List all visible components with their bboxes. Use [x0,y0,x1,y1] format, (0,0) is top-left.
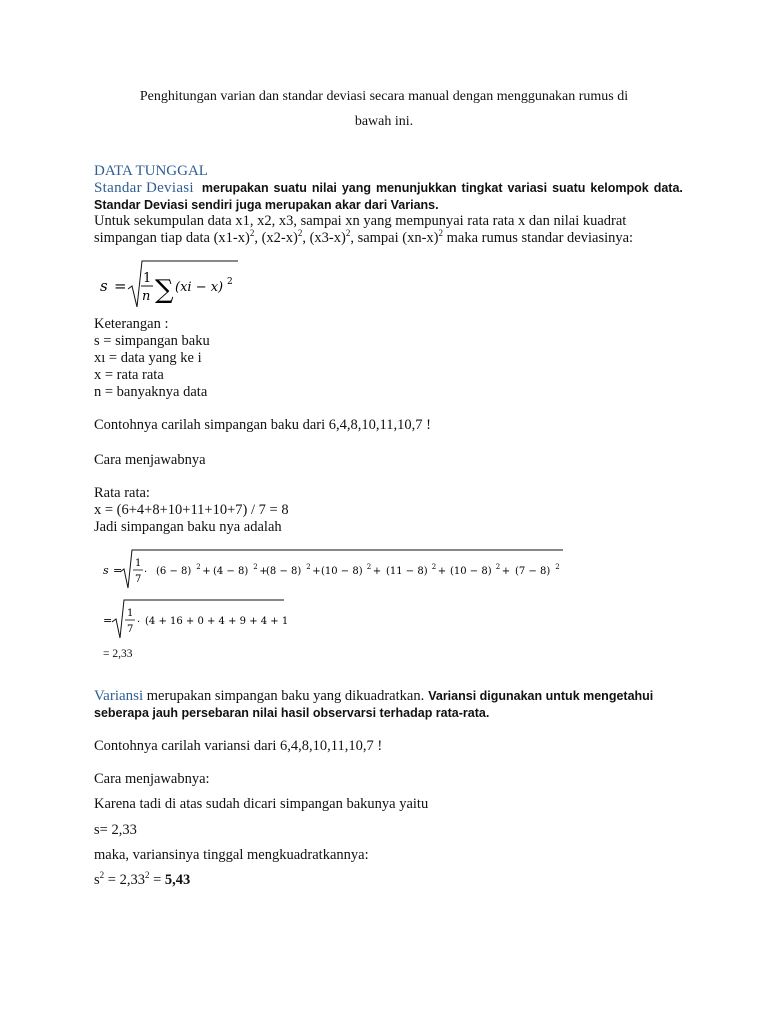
std-dev-term: Standar Deviasi [94,180,194,196]
cara1-text: Cara menjawabnya [94,452,206,468]
intro-line2 [94,230,633,247]
formula-eq: = [114,277,127,295]
formula-s: s [100,277,108,295]
intro-seg-b: , (x2-x) [254,230,298,246]
final-mid: = 2,33 [104,872,145,888]
intro-seg-a: simpangan tiap data (x1-x) [94,230,250,246]
cara2-text: Cara menjawabnya: [94,771,210,787]
calc-term: (7 − 8) [515,566,551,577]
example1-text: Contohnya carilah simpangan baku dari 6,4,8,10,11,10,7 ! [94,417,431,433]
calc-term: (10 − 8) [321,566,363,577]
calc-result: = 2,33 [103,648,133,660]
calc-term-pow: 2 [495,563,501,571]
final-sup: 2 [99,870,105,881]
page-title-line1: Penghitungan varian dan standar deviasi secara manual dengan menggunakan rumus di [139,89,629,104]
variansi-definition-line2: seberapa jauh persebaran nilai hasil observarsi terhadap rata-rata. [94,706,490,720]
calc-eq: = [113,564,123,577]
rata-calc: x = (6+4+8+10+11+10+7) / 7 = 8 [94,502,289,518]
keterangan-item: n = banyaknya data [94,384,208,400]
calc-plus: + [372,566,382,577]
keterangan-item: x = rata rata [94,367,164,383]
calc-term: (6 − 8) [156,566,192,577]
final-sup2: 2 [144,870,150,881]
intro-seg-c: , (x3-x) [302,230,346,246]
sup: 2 [297,228,303,239]
variansi-term: Variansi [94,688,144,704]
calc-plus: + [501,566,511,577]
std-dev-definition-line2: Standar Deviasi sendiri juga merupakan akar dari Varians. [94,198,439,212]
variansi-definition: merupakan simpangan baku yang dikuadratkan. [143,688,425,704]
intro-seg-e: maka rumus standar deviasinya: [443,230,634,246]
calc-dot: · [144,567,148,578]
calc-term-pow: 2 [555,563,560,571]
calc-seven: 7 [135,574,142,585]
keterangan-item: s = simpangan baku [94,333,210,349]
calc-s: s [103,564,109,577]
calc-terms [156,563,560,577]
formula-sigma: ∑ [155,275,174,305]
final-result: 5,43 [164,872,191,888]
formula-n: n [142,289,151,304]
calc-plus: + [202,566,211,577]
calc-plus: + [259,566,268,577]
keterangan-heading: Keterangan : [94,316,169,332]
rata-heading: Rata rata: [94,485,150,501]
final-eq: = [149,872,165,888]
sup: 2 [438,228,444,239]
calc-term-pow: 2 [196,563,201,571]
calc-term: (4 − 8) [213,566,249,577]
section-heading: DATA TUNGGAL [94,163,208,179]
std-dev-definition: merupakan suatu nilai yang menunjukkan tingkat variasi suatu kelompok data. [201,181,683,195]
calc-term-pow: 2 [366,563,372,571]
formula-one: 1 [143,271,152,286]
intro-line1: Untuk sekumpulan data x1, x2, x3, sampai xn yang mempunyai rata rata x dan nilai kuadrat [94,213,627,229]
calc-term-pow: 2 [306,563,311,571]
std-dev-calc-line2 [98,596,298,640]
variansi-definition-line1 [94,687,653,705]
calc-term-pow: 2 [253,563,258,571]
jadi-text: Jadi simpangan baku nya adalah [94,519,282,535]
std-dev-formula [96,255,246,311]
std-dev-calc-line1 [98,546,570,592]
calc-term-pow: 2 [431,563,437,571]
karena-text: Karena tadi di atas sudah dicari simpangan bakunya yaitu [94,796,429,812]
calc2-seven: 7 [127,624,134,635]
variansi-definition-bold: Variansi digunakan untuk mengetahui [428,689,654,703]
calc-plus: + [312,566,321,577]
calc2-eq: = [103,614,113,627]
std-dev-definition-line1 [94,179,683,197]
final-equation [94,872,190,889]
formula-body: (xi − x) [175,280,224,295]
calc-term: (10 − 8) [450,566,492,577]
maka-text: maka, variansinya tinggal mengkuadratkannya: [94,847,369,863]
calc-plus: + [437,566,447,577]
final-s: s [94,872,100,888]
calc-term: (11 − 8) [386,566,428,577]
example2-text: Contohnya carilah variansi dari 6,4,8,10,11,10,7 ! [94,738,383,754]
calc-one: 1 [135,558,142,569]
s-value-text: s= 2,33 [94,822,137,838]
formula-pow: 2 [227,277,233,287]
sup: 2 [345,228,351,239]
page-title-line2: bawah ini. [354,114,414,129]
calc2-dot: · [137,617,141,628]
calc2-body: (4 + 16 + 0 + 4 + 9 + 4 + 1 [145,616,289,627]
calc2-one: 1 [127,608,134,619]
calc-term: (8 − 8) [266,566,302,577]
intro-seg-d: , sampai (xn-x) [350,230,439,246]
sup: 2 [249,228,255,239]
keterangan-item: xı = data yang ke i [94,350,202,366]
